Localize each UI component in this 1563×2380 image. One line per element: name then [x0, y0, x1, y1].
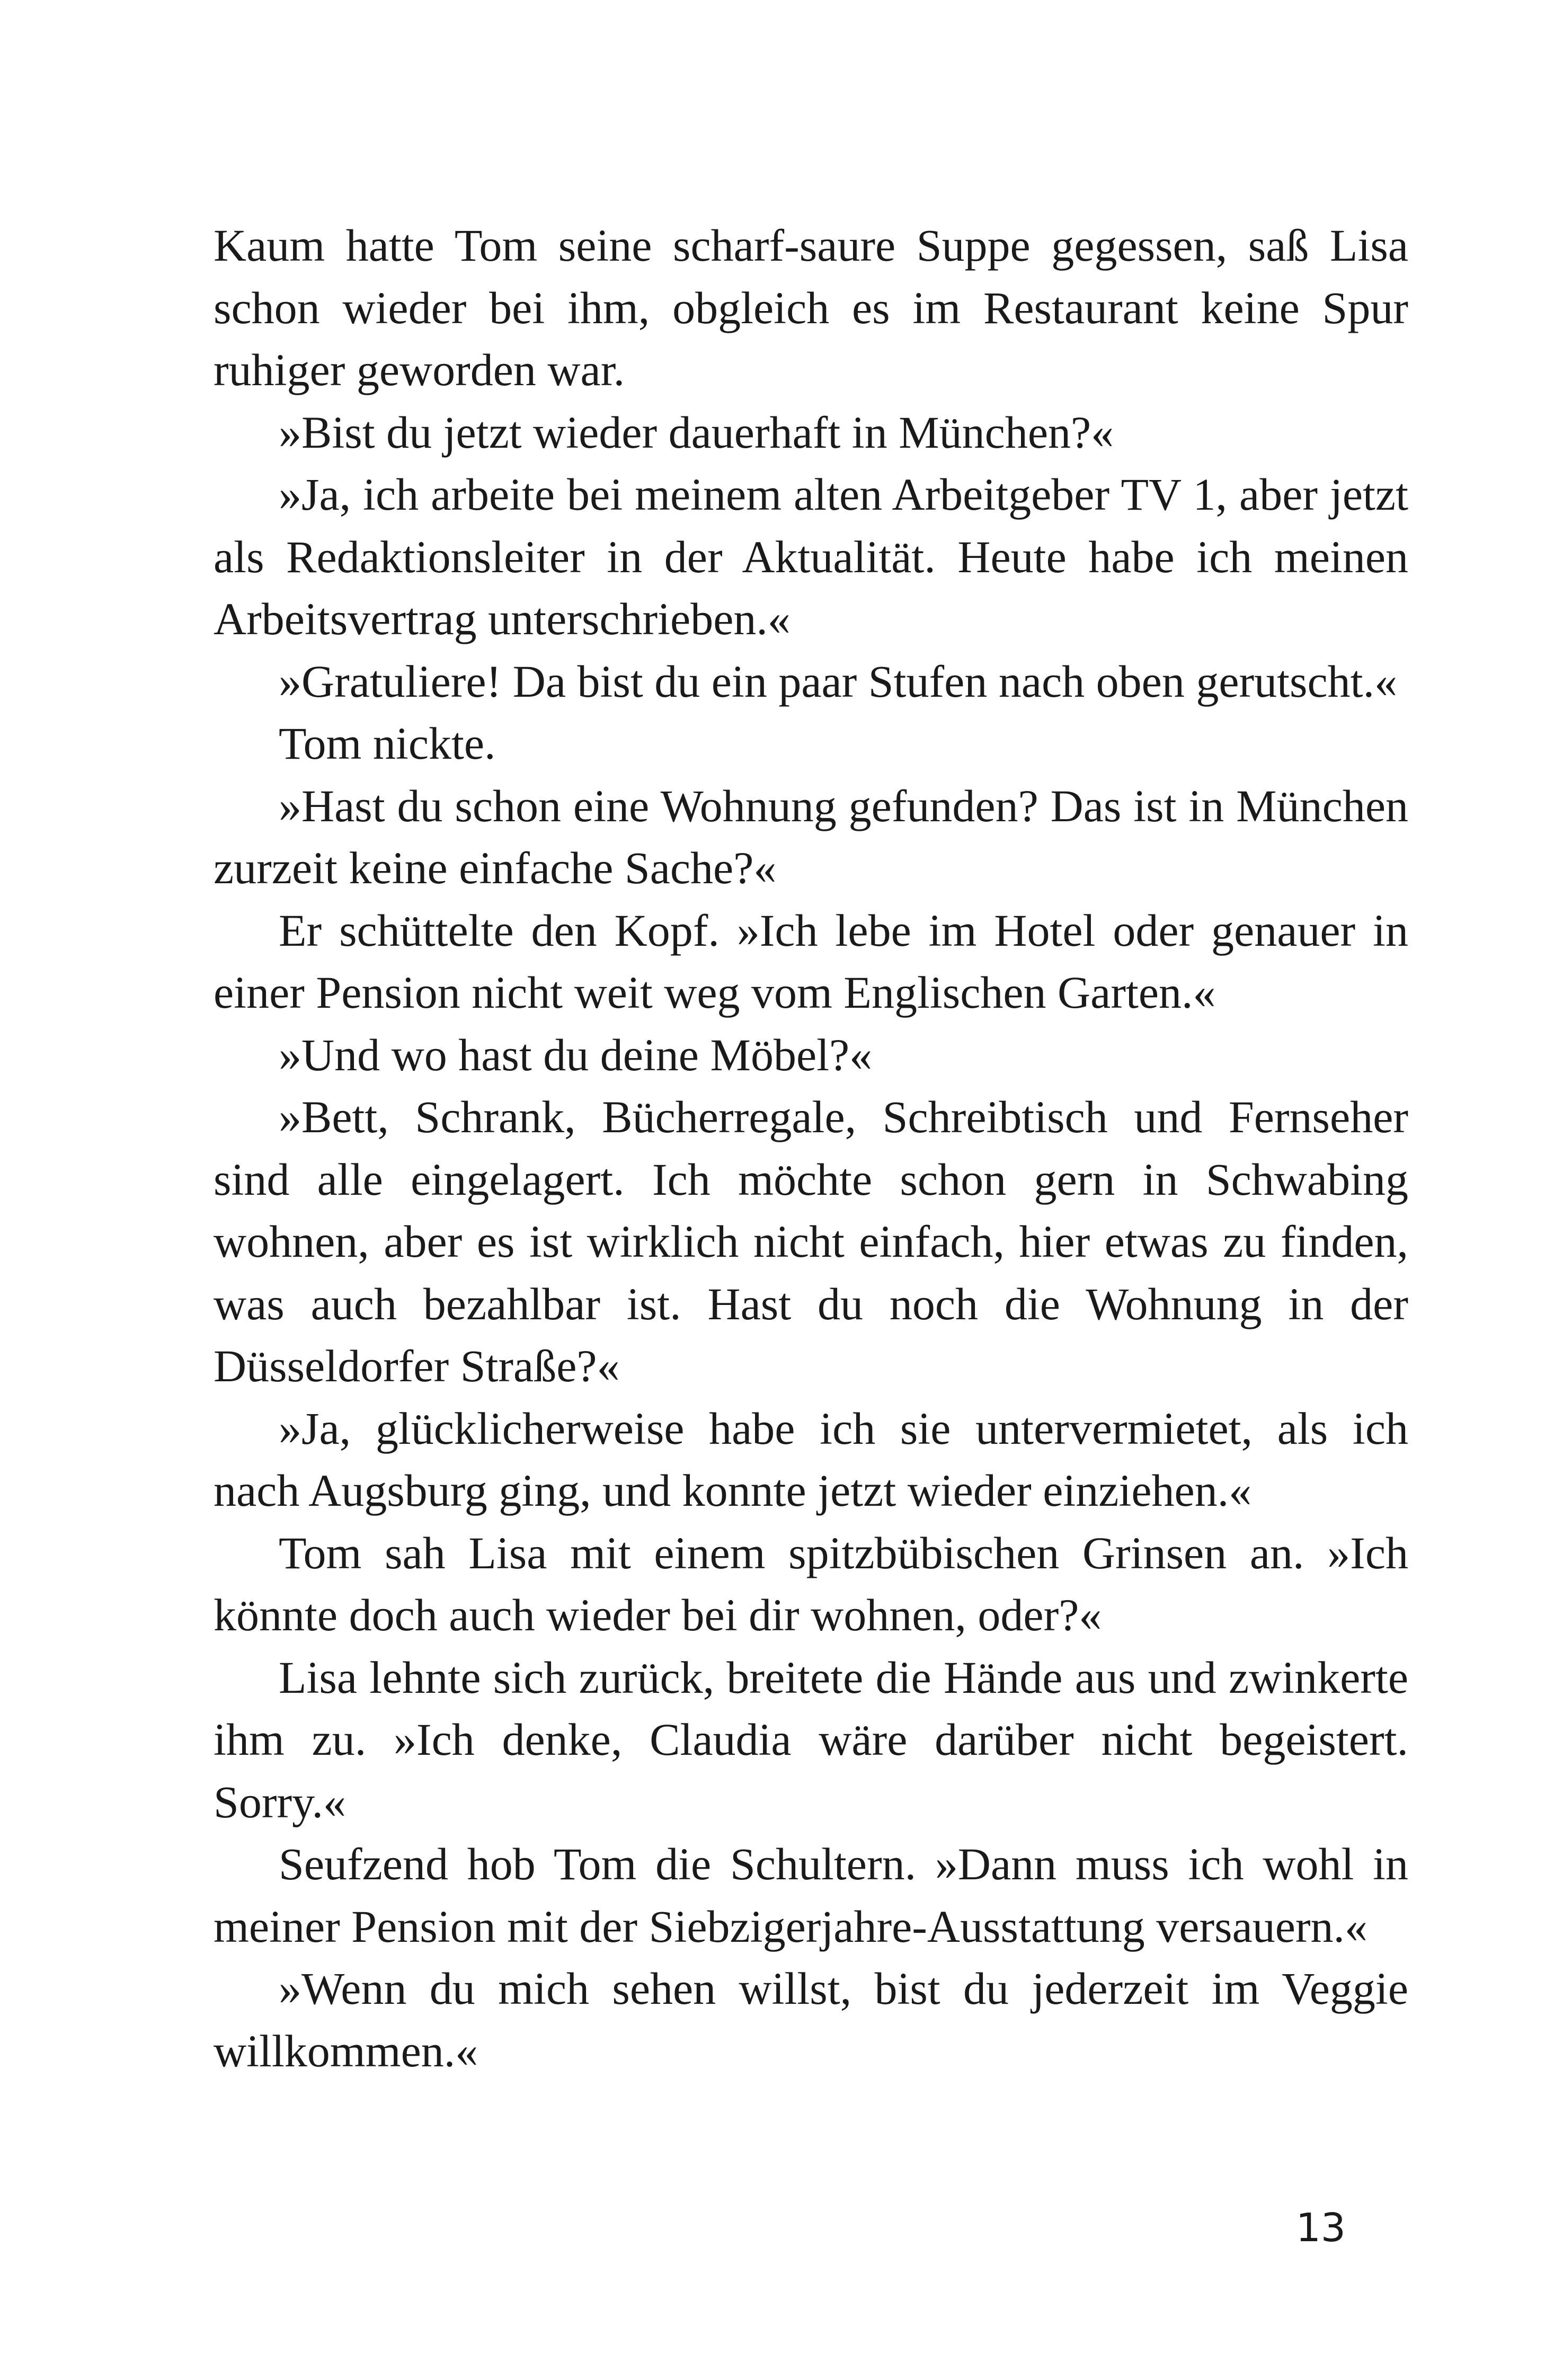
paragraph: Lisa lehnte sich zurück, breitete die Hände aus und zwinkerte ihm zu. »Ich denke, Claudia wäre darüber nicht begeistert. Sorry.«: [214, 1651, 1408, 1827]
paragraph: »Und wo hast du deine Möbel?«: [279, 1029, 873, 1080]
paragraph: »Wenn du mich sehen willst, bist du jederzeit im Veggie willkommen.«: [214, 1963, 1408, 2076]
paragraph: Kaum hatte Tom seine scharf-saure Suppe gegessen, saß Lisa schon wieder bei ihm, obgleich es im Restaurant keine Spur ruhiger geworden war.: [214, 220, 1408, 395]
paragraph: »Gratuliere! Da bist du ein paar Stufen nach oben gerutscht.«: [279, 655, 1398, 707]
paragraph: »Ja, ich arbeite bei meinem alten Arbeitgeber TV 1, aber jetzt als Redaktionsleiter in der Aktualität. Heute habe ich meinen Arbeitsvertrag unterschrieben.«: [214, 469, 1408, 644]
paragraph: Er schüttelte den Kopf. »Ich lebe im Hotel oder genauer in einer Pension nicht weit weg vom Englischen Garten.«: [214, 904, 1408, 1018]
body-text: [214, 215, 1408, 2082]
paragraph: Tom nickte.: [279, 718, 496, 769]
paragraph: Tom sah Lisa mit einem spitzbübischen Grinsen an. »Ich könnte doch auch wieder bei dir wohnen, oder?«: [214, 1527, 1408, 1640]
paragraph: »Ja, glücklicherweise habe ich sie untervermietet, als ich nach Augsburg ging, und konnte jetzt wieder einziehen.«: [214, 1402, 1408, 1516]
paragraph: »Hast du schon eine Wohnung gefunden? Das ist in München zurzeit keine einfache Sache?«: [214, 780, 1408, 893]
paragraph: »Bist du jetzt wieder dauerhaft in München?«: [279, 406, 1114, 458]
paragraph: Seufzend hob Tom die Schultern. »Dann muss ich wohl in meiner Pension mit der Siebzigerjahre-Ausstattung versauern.«: [214, 1839, 1408, 1952]
paragraph: »Bett, Schrank, Bücherregale, Schreibtisch und Fernseher sind alle eingelagert. Ich möchte schon gern in Schwabing wohnen, aber es ist wirklich nicht einfach, hier etwas zu finden, was auch bezahlbar ist. Hast du noch die Wohnung in der Düsseldorfer Straße?«: [214, 1091, 1408, 1391]
page-number: 13: [1295, 2205, 1346, 2251]
